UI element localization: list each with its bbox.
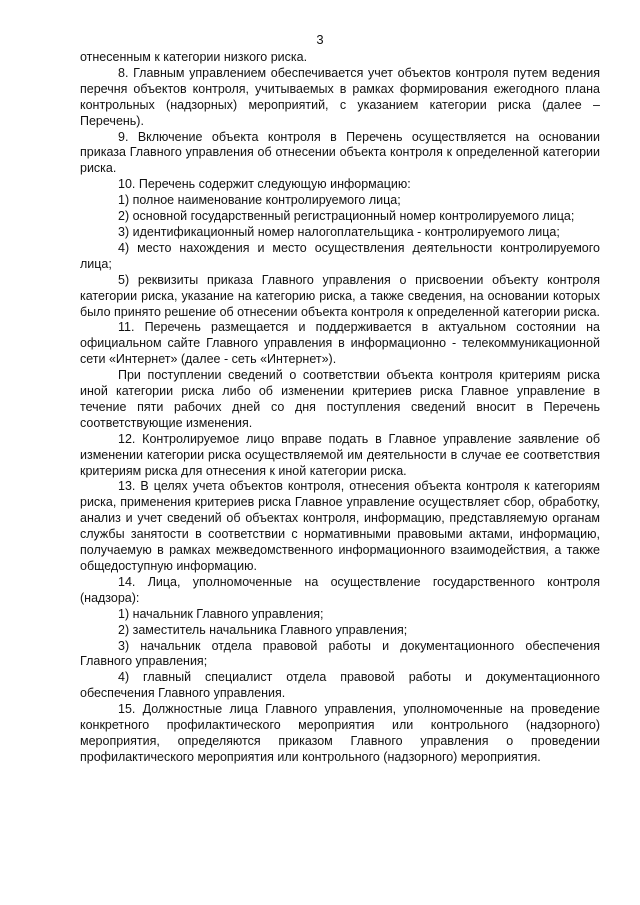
list-item-10-4: 4) место нахождения и место осуществления деятельности контролируемого лица; xyxy=(80,240,600,271)
paragraph-11-continued: При поступлении сведений о соответствии объекта контроля критериям риска иной категории риска либо об изменении критериев риска Главное управление в течение пяти рабочих дней со дня поступления сведений вносит в Перечень соответствующие изменения. xyxy=(80,368,600,430)
list-item-10-5: 5) реквизиты приказа Главного управления о присвоении объекту контроля категории риска, указание на категорию риска, а также сведения, на основании которых было принято решение об отнесении объекта контроля к определенной категории риска. xyxy=(80,272,600,319)
list-item-10-1: 1) полное наименование контролируемого лица; xyxy=(118,193,401,208)
list-item-14-4: 4) главный специалист отдела правовой работы и документационного обеспечения Главного управления. xyxy=(80,670,600,701)
list-item-14-2: 2) заместитель начальника Главного управления; xyxy=(118,622,408,637)
list-item-10-3: 3) идентификационный номер налогоплательщика - контролируемого лица; xyxy=(118,224,560,239)
list-item-14-1: 1) начальник Главного управления; xyxy=(118,606,324,621)
list-item-10-2: 2) основной государственный регистрационный номер контролируемого лица; xyxy=(118,209,575,224)
paragraph-14: 14. Лица, уполномоченные на осуществление государственного контроля (надзора): xyxy=(80,574,600,605)
paragraph-13: 13. В целях учета объектов контроля, отнесения объекта контроля к категориям риска, применения критериев риска Главное управление осуществляет сбор, обработку, анализ и учет сведений об объектах контроля, информацию, представляемую органам службы занятости в соответствии с нормативными правовыми актами, информацию, получаемую в рамках межведомственного информационного взаимодействия, а также общедоступную информацию. xyxy=(80,479,600,573)
paragraph-8: 8. Главным управлением обеспечивается учет объектов контроля путем ведения перечня объектов контроля, учитываемых в рамках формирования ежегодного плана контрольных (надзорных) мероприятий, с указанием категории риска (далее – Перечень). xyxy=(80,65,600,128)
page-number: 3 xyxy=(316,32,324,47)
paragraph-continuation: отнесенным к категории низкого риска. xyxy=(80,50,308,64)
list-item-14-3: 3) начальник отдела правовой работы и документационного обеспечения Главного управления; xyxy=(80,638,600,669)
paragraph-12: 12. Контролируемое лицо вправе подать в Главное управление заявление об изменении категории риска осуществляемой им деятельности в случае ее соответствия критериям риска для отнесения к иной категории риска. xyxy=(80,431,600,478)
paragraph-11: 11. Перечень размещается и поддерживается в актуальном состоянии на официальном сайте Главного управления в информационно - телекоммуникационной сети «Интернет» (далее - сеть «Интернет»). xyxy=(80,320,600,367)
paragraph-15: 15. Должностные лица Главного управления, уполномоченные на проведение конкретного профилактического мероприятия или контрольного (надзорного) мероприятия, определяются приказом Главного управления о проведении профилактического мероприятия или контрольного (надзорного) мероприятия. xyxy=(80,702,600,764)
paragraph-10: 10. Перечень содержит следующую информацию: xyxy=(118,177,411,192)
paragraph-9: 9. Включение объекта контроля в Перечень осуществляется на основании приказа Главного управления об отнесении объекта контроля к определенной категории риска. xyxy=(80,129,600,176)
document-body xyxy=(80,50,600,766)
